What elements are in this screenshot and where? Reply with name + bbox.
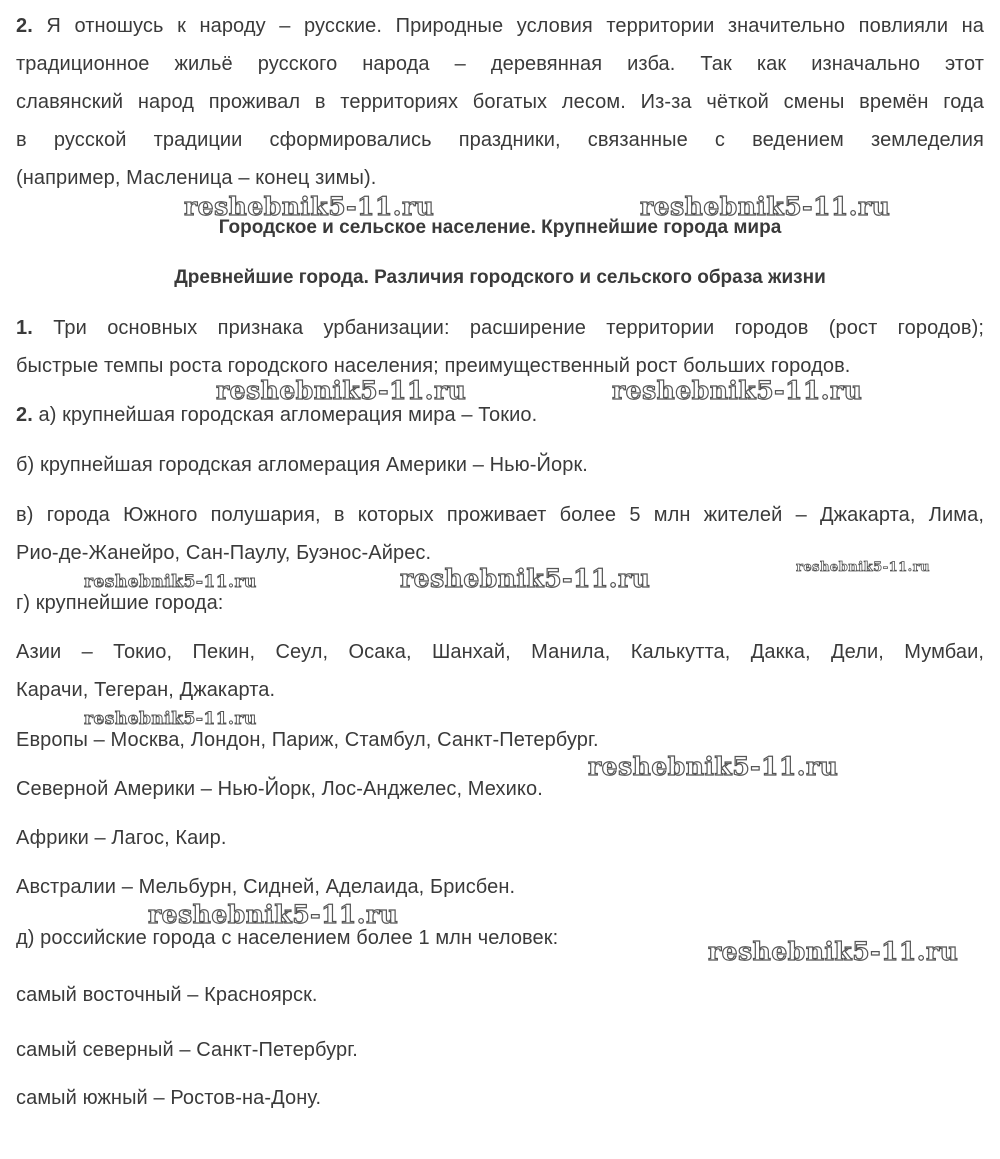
answer-2a: 2. а) крупнейшая городская агломерация мира – Токио. [16,404,538,426]
asia-line-2: Карачи, Тегеран, Джакарта. [16,679,276,701]
watermark: reshebnik5-11.ru [184,192,435,221]
answer-2-line-5: (например, Масленица – конец зимы). [16,167,377,189]
watermark: reshebnik5-11.ru [796,560,931,575]
asia-line-1: Азии – Токио, Пекин, Сеул, Осака, Шанхай, Манила, Калькутта, Дакка, Дели, Мумбаи, [16,641,984,663]
answer-2v-line-1: в) города Южного полушария, в которых проживает более 5 млн жителей – Джакарта, Лима, [16,504,984,526]
section-subtitle: Древнейшие города. Различия городского и сельского образа жизни [174,267,826,288]
answer-2g: г) крупнейшие города: [16,592,224,614]
southernmost-city: самый южный – Ростов-на-Дону. [16,1087,322,1109]
africa-line: Африки – Лагос, Каир. [16,827,227,849]
answer-2v-line-2: Рио-де-Жанейро, Сан-Паулу, Буэнос-Айрес. [16,542,432,564]
answer-2-line-4: в русской традиции сформировались праздники, связанные с ведением земледелия [16,129,984,151]
easternmost-city: самый восточный – Красноярск. [16,984,318,1006]
answer-number: 2. [16,404,33,426]
northernmost-city: самый северный – Санкт-Петербург. [16,1039,358,1061]
answer-2b: б) крупнейшая городская агломерация Америки – Нью-Йорк. [16,454,588,476]
watermark: reshebnik5-11.ru [708,937,959,966]
watermark: reshebnik5-11.ru [400,564,651,593]
answer-number: 2. [16,15,33,37]
answer-1-line-2: быстрые темпы роста городского населения; преимущественный рост больших городов. [16,355,851,377]
answer-1-line-1: 1. Три основных признака урбанизации: расширение территории городов (рост городов); [16,317,984,339]
watermark: reshebnik5-11.ru [588,752,839,781]
australia-line: Австралии – Мельбурн, Сидней, Аделаида, Брисбен. [16,876,516,898]
answer-number: 1. [16,317,33,339]
watermark: reshebnik5-11.ru [216,376,467,405]
europe-line: Европы – Москва, Лондон, Париж, Стамбул, Санкт-Петербург. [16,729,599,751]
answer-2-line-3: славянский народ проживал в территориях богатых лесом. Из-за чёткой смены времён года [16,91,984,113]
north-america-line: Северной Америки – Нью-Йорк, Лос-Анджелес, Мехико. [16,778,543,800]
answer-2-line-1: 2. Я отношусь к народу – русские. Природные условия территории значительно повлияли на [16,15,984,37]
answer-2d: д) российские города с населением более 1 млн человек: [16,927,559,949]
watermark: reshebnik5-11.ru [84,709,257,729]
watermark: reshebnik5-11.ru [84,572,257,592]
watermark: reshebnik5-11.ru [612,376,863,405]
section-title: Городское и сельское население. Крупнейшие города мира [218,217,782,238]
watermark: reshebnik5-11.ru [148,900,399,929]
answer-2-line-2: традиционное жильё русского народа – деревянная изба. Так как изначально этот [16,53,984,75]
watermark: reshebnik5-11.ru [640,192,891,221]
